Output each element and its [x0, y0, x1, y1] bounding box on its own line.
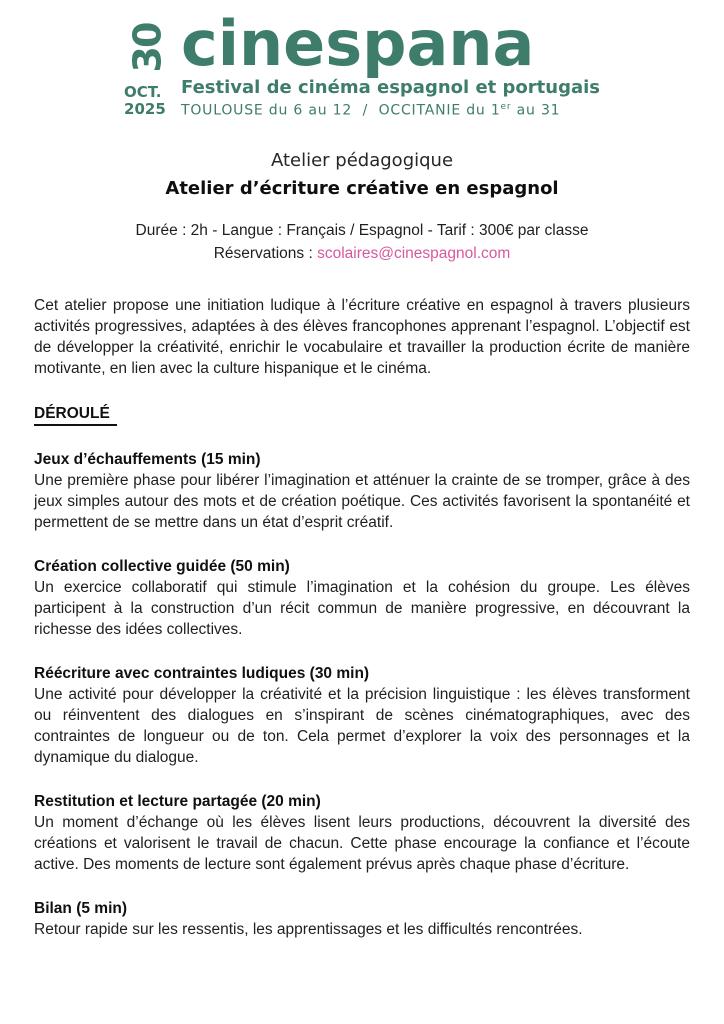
festival-edition-number: 30 [125, 23, 170, 73]
phase-section-restitution [34, 791, 690, 875]
phase-section-bilan [34, 898, 690, 940]
festival-subtitle: Festival de cinéma espagnol et portugais [181, 77, 600, 98]
deroule-heading-text: DÉROULÉ [34, 405, 117, 426]
phase-body: Une première phase pour libérer l’imagination et atténuer la crainte de se tromper, grâce à des jeux simples autour des mots et de création poétique. Ces activités favorisent la spontanéité et permettent de se mettre dans un état d’esprit créatif. [34, 471, 690, 531]
reservations-email-link[interactable]: scolaires@cinespagnol.com [317, 244, 511, 262]
title-block [0, 150, 724, 199]
logo-left-column [124, 15, 170, 117]
phase-title: Bilan (5 min) [34, 899, 128, 917]
intro-paragraph: Cet atelier propose une initiation ludique à l’écriture créative en espagnol à travers plusieurs activités progressives, adaptées à des élèves francophones apprenant l’espagnol. L’objectif est de développer la créativité, enrichir le vocabulaire et travailler la production écrite de manière motivante, en lien avec la culture hispanique et le cinéma. [34, 296, 690, 377]
festival-dates-text: TOULOUSE du 6 au 12 / OCCITANIE du 1 [181, 102, 501, 119]
festival-name: cinespana [181, 7, 535, 80]
phase-title: Création collective guidée (50 min) [34, 557, 290, 575]
phase-body: Une activité pour développer la créativité et la précision linguistique : les élèves transforment ou réinventent des dialogues en s’inspirant de scènes cinématographiques, avec des contraintes de longueur ou de ton. Cela permet d’explorer la voix des personnages et la dynamique du dialogue. [34, 685, 690, 766]
festival-dates-ordinal: er [500, 102, 512, 112]
festival-year: 2025 [124, 100, 166, 118]
phase-title: Restitution et lecture partagée (20 min) [34, 792, 321, 810]
phase-body: Retour rapide sur les ressentis, les apprentissages et les difficultés rencontrées. [34, 920, 583, 938]
workshop-details: Durée : 2h - Langue : Français / Espagnol - Tarif : 300€ par classe [135, 221, 589, 239]
phase-title: Réécriture avec contraintes ludiques (30 min) [34, 664, 370, 682]
phase-body: Un moment d’échange où les élèves lisent leurs productions, découvrent la diversité des créations et valorisent le travail de chacun. Cette phase encourage la confiance et l’écoute active. Des moments de lecture sont également prévus après chaque phase d’écriture. [34, 813, 690, 873]
festival-dates [181, 99, 560, 119]
reservations-label: Réservations : [213, 244, 318, 262]
festival-edition-box [124, 15, 170, 81]
reservations-line [0, 245, 724, 263]
phase-title: Jeux d’échauffements (15 min) [34, 450, 261, 468]
workshop-kicker: Atelier pédagogique [270, 149, 454, 171]
phase-body: Un exercice collaboratif qui stimule l’imagination et la cohésion du groupe. Les élèves participent à la construction d’un récit commun de manière progressive, en découvrant la richesse des idées collectives. [34, 578, 690, 638]
logo-right-column [181, 7, 600, 119]
festival-logo [0, 0, 724, 119]
meta-block [0, 222, 724, 263]
phase-section-warmup [34, 449, 690, 533]
festival-dates-end: au 31 [511, 102, 561, 119]
phase-section-collective-creation [34, 556, 690, 640]
deroule-heading [34, 405, 690, 426]
festival-month: OCT. [124, 83, 162, 101]
main-content [0, 295, 724, 940]
phase-section-rewriting [34, 663, 690, 768]
workshop-title: Atelier d’écriture créative en espagnol [165, 177, 559, 199]
